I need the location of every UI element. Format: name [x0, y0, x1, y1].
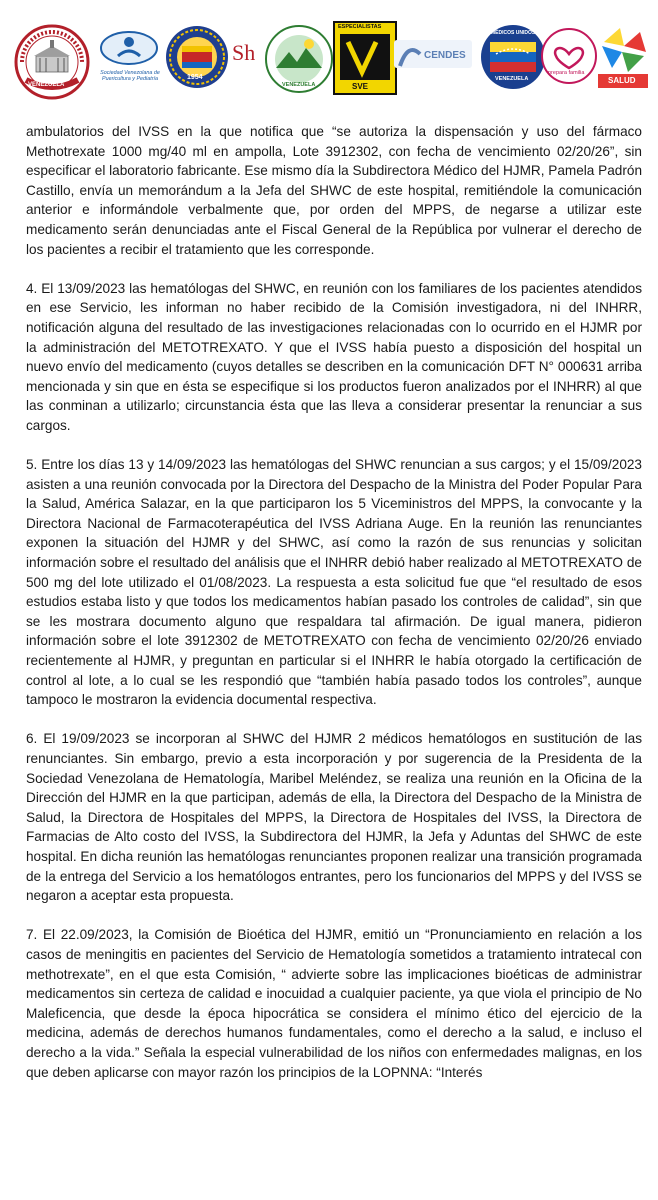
paragraph-item-5: 5. Entre los días 13 y 14/09/2023 las hematólogas del SHWC renuncian a sus cargos; y el 15/09/2023 asisten a una reunión convocada por la Directora del Despacho de la Ministra del Poder Popular Para la Salud, América Salazar, en la que participaron los 5 Viceministros del MPPS, la convocante y la Directora Nacional de Farmacoterapéutica del IVSS Adriana Auge. En la reunión las renunciantes exponen la situación del HJMR y del SHWC, así como la razón de sus renuncias y solicitan información sobre el resultado del análisis que el INHRR debió haber realizado al METOTREXATO de 500 mg del lote utilizado el 01/08/2023. La respuesta a esta solicitud fue que “el resultado de esos estudios estaba listo y que todos los medicamentos habían pasado los controles de calidad”, sin que se les mostrara documento alguno que respaldara tal afirmación. De igual manera, pidieron información sobre el lote 3912302 de METOTREXATO con fecha de vencimiento 02/20/26 enviado recientemente al HJMR, y preguntan en particular si el INHRR le había otorgado la certificación de control al lote, a lo cual se les respondió que “también había pasado todos los controles”, aunque tampoco le mostraron la evidencia documental respectiva.: [26, 457, 642, 708]
cendes-logo: [394, 36, 472, 72]
especialistas-sve-logo: [332, 20, 398, 96]
puericultura-text: Sociedad Venezolana de Puericultura y Pediatría: [100, 70, 160, 83]
sh-text: Sh: [232, 40, 256, 65]
coalicion-salud-logo: [594, 22, 652, 94]
paragraph-item-4: 4. El 13/09/2023 las hematólogas del SHWC, en reunión con los familiares de los pacientes atendidos en ese Servicio, les informan no haber recibido de la Comisión investigadora, ni del INHRR, notificación alguna del resultado de las investigaciones relacionadas con lo ocurrido en el HJMR por la administración del METOTREXATO. Y que el IVSS había puesto a disposición del hospital un nuevo envío del medicamento (cuyos detalles se describen en la comunicación DFT N° 000631 arriba mencionada y sin que en ésta se especifique si los productos fueron analizados por el INHRR) al que las conminan a utilizarlo; circunstancia ésta que las lleva a considerar presentar la renunciar a sus cargos.: [26, 280, 642, 433]
cendes-text: CENDES: [424, 50, 466, 61]
medicos-unidos-logo: [480, 22, 546, 92]
green-bottom-text: VENEZUELA: [282, 82, 316, 88]
medicos-bottom-text: VENEZUELA: [495, 76, 529, 82]
medicos-arc-text: MÉDICOS UNIDOS: [491, 30, 536, 36]
academia-medicina-logo: [14, 22, 90, 108]
prepara-familia-logo: [540, 20, 598, 92]
puericultura-pediatria-logo: [94, 28, 164, 83]
prepara-text: prepara familia: [548, 70, 585, 76]
salud-text: SALUD: [608, 76, 636, 85]
seal-year: 1954: [187, 74, 203, 81]
sve-arc-text: ESPECIALISTAS: [338, 24, 382, 30]
paragraph-item-6: 6. El 19/09/2023 se incorporan al SHWC del HJMR 2 médicos hematólogos en sustitución de las renunciantes. Sin embargo, previo a esta incorporación y por sugerencia de la Presidenta de la Sociedad Venezolana de Hematología, Maribel Meléndez, se realiza una reunión en la Oficina de la Dirección del HJMR en la que participan, además de ella, la Directora del Despacho de la Ministra de Salud, la Directora de Hospitales del MPPS, la Directora de Hospitales del IVSS, la Directora de Farmacias de Alto costo del IVSS, la Subdirectora del HJMR, la Jefa y Aduntas del SHWC de este hospital. En dicha reunión las hematólogas renunciantes proponen realizar una transición programada de la entrega del Servicio a los hematólogos entrantes, pero los funcionarios del MPPS y del IVSS se negaron a aceptar esta propuesta.: [26, 731, 642, 904]
academia-bottom-text: VENEZUELA: [28, 82, 65, 88]
paragraph-item-7: 7. El 22.09/2023, la Comisión de Bioética del HJMR, emitió un “Pronunciamiento en relación a los casos de meningitis en pacientes del Servicio de Hematología sometidos a tratamiento intratecal con methotrexate”, en el que esta Comisión, “ advierte sobre las implicaciones bioéticas de administrar medicamentos sin certeza de calidad e inocuidad a cualquier paciente, ya que viola el principio de No Maleficencia, que desde la época hipocrática se considera el mínimo ético del ejercicio de la medicina, además de derechos humanos fundamentales, como el derecho a la salud, e incluso el derecho a la vida.” Señala la especial vulnerabilidad de los niños con enfermedades malignas, en los que deben aplicarse con mayor razón los principios de la LOPNNA: “Interés: [26, 927, 642, 1080]
sve-text: SVE: [352, 82, 369, 91]
sociedad-venezolana-green-logo: [264, 24, 334, 94]
paragraph-continuation: ambulatorios del IVSS en la que notifica que “se autoriza la dispensación y uso del fármaco Methotrexate 1000 mg/40 ml en ampolla, Lote 3912302, con fecha de vencimiento 02/20/26”, sin especificar el laboratorio fabricante. Ese mismo día la Subdirectora Médico del HJMR, Pamela Padrón Castillo, envía un memorándum a la Jefa del SHWC de este hospital, remitiéndole la comunicación anterior e informándole verbalmente que, por orden del MPPS, de negarse a utilizar este medicamento serán denunciadas ante el Fiscal General de la República por vulnerar el derecho de los pacientes a recibir el tratamiento que les corresponde.: [26, 124, 642, 257]
logo-bar: [14, 16, 654, 112]
document-body: [26, 122, 642, 1102]
seal-1954-logo: [164, 24, 230, 90]
sh-logo: [230, 34, 260, 74]
